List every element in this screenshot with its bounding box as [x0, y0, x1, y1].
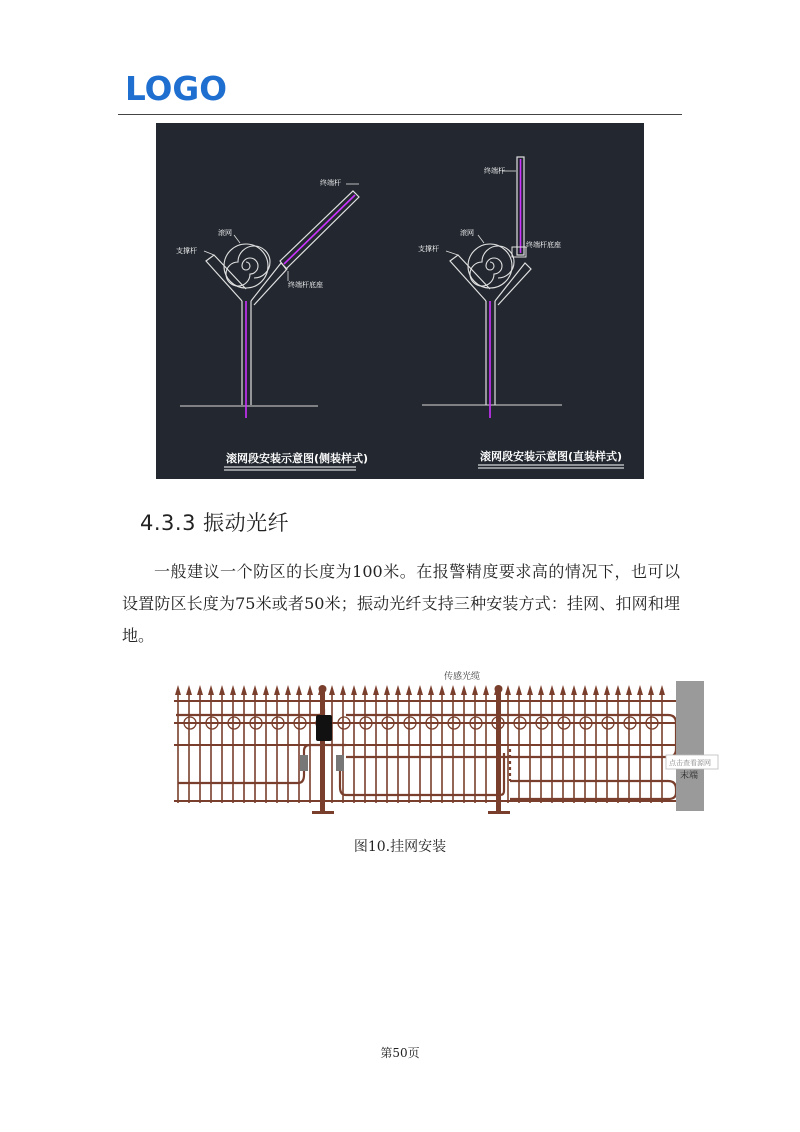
- picket-spear-tip: [439, 685, 445, 695]
- picket-spear-tip: [637, 685, 643, 695]
- left-diagram-caption: 滚网段安装示意图(侧装样式): [226, 452, 369, 465]
- picket-spear-tip: [659, 685, 665, 695]
- section-heading: 4.3.3 振动光纤: [140, 511, 290, 535]
- picket-spear-tip: [329, 685, 335, 695]
- picket-spear-tip: [582, 685, 588, 695]
- picket-spear-tip: [428, 685, 434, 695]
- picket-spear-tip: [560, 685, 566, 695]
- picket-spear-tip: [538, 685, 544, 695]
- picket-spear-tip: [373, 685, 379, 695]
- picket-spear-tip: [516, 685, 522, 695]
- right-label-net: 滚网: [460, 229, 474, 237]
- picket-spear-tip: [384, 685, 390, 695]
- picket-spear-tip: [252, 685, 258, 695]
- body-paragraph: 一般建议一个防区的长度为100米。在报警精度要求高的情况下，也可以设置防区长度为75米或者50米；振动光纤支持三种安装方式：挂网、扣网和埋地。: [122, 562, 680, 645]
- straight-mount-diagram: [422, 157, 562, 418]
- picket-spear-tip: [362, 685, 368, 695]
- right-diagram-caption: 滚网段安装示意图(直装样式): [480, 450, 623, 463]
- picket-spear-tip: [417, 685, 423, 695]
- end-label: 末端: [680, 771, 699, 781]
- left-label-bracket: 支撑杆: [176, 247, 197, 255]
- splice-box-right: [336, 755, 344, 771]
- header-divider: [118, 114, 682, 115]
- picket-spear-tip: [571, 685, 577, 695]
- picket-spear-tip: [395, 685, 401, 695]
- left-label-net: 滚网: [218, 229, 232, 237]
- fence-mount-illustration: [170, 663, 711, 815]
- picket-spear-tip: [307, 685, 313, 695]
- right-label-pole: 终端杆: [484, 167, 505, 175]
- logo: [125, 69, 229, 108]
- picket-spear-tip: [340, 685, 346, 695]
- picket-spear-tip: [615, 685, 621, 695]
- left-label-base: 终端杆底座: [288, 281, 323, 289]
- picket-spear-tip: [450, 685, 456, 695]
- picket-spear-tip: [593, 685, 599, 695]
- end-column: [676, 681, 704, 811]
- picket-spear-tip: [208, 685, 214, 695]
- picket-spear-tip: [241, 685, 247, 695]
- splice-box-left: [300, 755, 308, 771]
- picket-spear-tip: [219, 685, 225, 695]
- page-number: 第50页: [380, 1046, 420, 1060]
- right-label-base: 终端杆底座: [526, 241, 561, 249]
- logo-text: LOGO: [125, 69, 227, 108]
- picket-spear-tip: [527, 685, 533, 695]
- picket-spear-tip: [461, 685, 467, 695]
- picket-spear-tip: [604, 685, 610, 695]
- picket-spear-tip: [626, 685, 632, 695]
- figure-caption: 图10.挂网安装: [353, 839, 447, 855]
- picket-spear-tip: [274, 685, 280, 695]
- picket-spear-tip: [648, 685, 654, 695]
- tooltip-text: 点击查看源网: [669, 759, 711, 767]
- picket-spear-tip: [472, 685, 478, 695]
- picket-spear-tip: [351, 685, 357, 695]
- picket-spear-tip: [406, 685, 412, 695]
- picket-spear-tip: [483, 685, 489, 695]
- picket-spear-tip: [197, 685, 203, 695]
- picket-spear-tip: [549, 685, 555, 695]
- picket-spear-tip: [230, 685, 236, 695]
- right-label-bracket: 支撑杆: [418, 245, 439, 253]
- left-label-pole: 终端杆: [320, 179, 341, 187]
- picket-spear-tip: [505, 685, 511, 695]
- picket-spear-tip: [263, 685, 269, 695]
- junction-box: [316, 715, 332, 741]
- picket-spear-tip: [285, 685, 291, 695]
- cad-installation-diagram: [156, 123, 644, 479]
- picket-spear-tip: [186, 685, 192, 695]
- side-mount-diagram: [180, 184, 359, 418]
- cable-label: 传感光缆: [444, 672, 481, 682]
- picket-spear-tip: [296, 685, 302, 695]
- picket-spear-tip: [175, 685, 181, 695]
